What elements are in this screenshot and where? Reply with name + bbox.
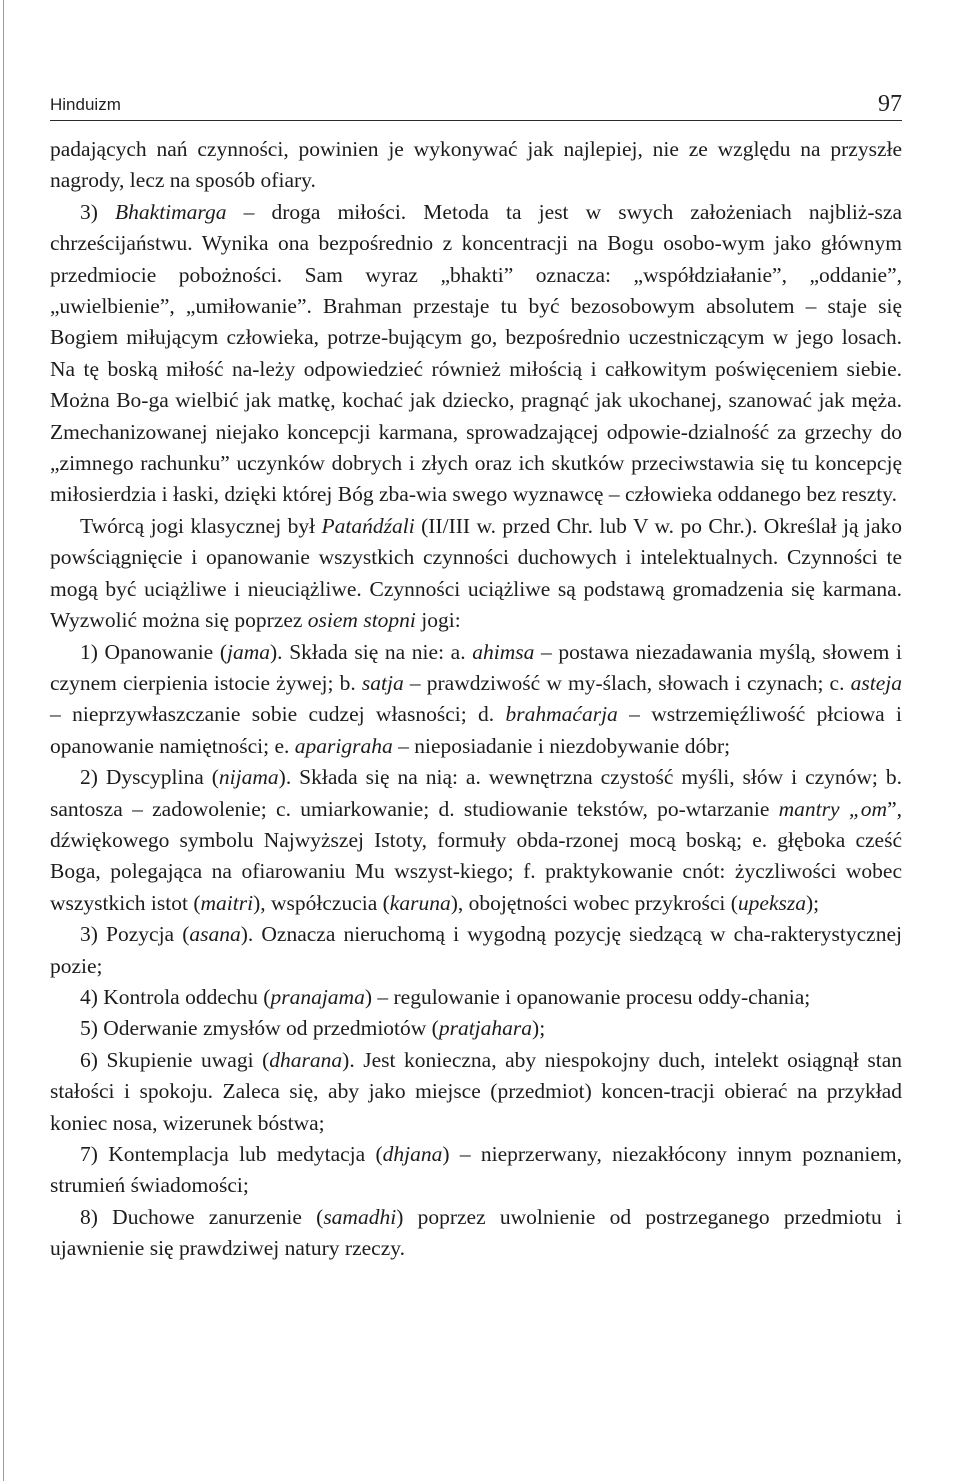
paragraph: [50, 919, 902, 982]
text-run: );: [805, 890, 820, 915]
italic-term: nijama: [218, 765, 279, 790]
paragraph: [50, 1139, 902, 1202]
italic-term: aparigraha: [294, 733, 393, 758]
text-run: 7) Kontemplacja lub medytacja (: [80, 1142, 383, 1166]
italic-term: samadhi: [323, 1204, 397, 1229]
text-run: ) – regulowanie i opanowanie procesu oddy-chania;: [364, 984, 811, 1009]
text-run: 8) Duchowe zanurzenie (: [80, 1204, 324, 1229]
italic-term: Patańdźali: [321, 513, 415, 538]
text-run: jogi:: [415, 608, 461, 633]
text-run: 4) Kontrola oddechu (: [80, 984, 271, 1009]
text-run: 3) Pozycja (: [80, 922, 190, 947]
text-run: 5) Oderwanie zmysłów od przedmiotów (: [80, 1016, 439, 1041]
text-run: – wstrzemięźliwość płciowa i opanowanie namiętności; e.: [50, 702, 902, 758]
paragraph: [50, 511, 902, 637]
paragraph: [50, 1202, 902, 1265]
running-header: [50, 88, 902, 121]
text-run: – droga miłości. Metoda ta jest w swych założeniach najbliż-sza chrześcijaństwu. Wynika ona bezpośrednio z koncentracji na Bogu osobo-wym jako głównym przedmiocie pobożności. Sam wyraz „bhakti” oznacza: „współdziałanie”, „oddanie”, „uwielbienie”, „umiłowanie”. Brahman przestaje tu być bezosobowym absolutem – staje się Bogiem miłującym człowieka, potrze-bującym go, bezpośrednio uczestniczącym w jego losach. Na tę boską miłość na-leży odpowiedzieć również miłością i całkowitym poświęceniem siebie. Można Bo-ga wielbić jak matkę, kochać jak dziecko, pragnąć jak ukochanej, szanować jak męża. Zmechanizowanej niejako koncepcji karmana, sprowadzającej odpowie-dzialność za grzechy do „zimnego rachunku” uczynków dobrych i złych oraz ich skutków przeciwstawia się tu koncepcję miłosierdzia i łaski, dzięki której Bóg zba-wia swego wyznawcę – człowieka oddanego bez reszty.: [50, 199, 902, 507]
text-run: – nieprzywłaszczanie sobie cudzej własności; d.: [50, 702, 506, 727]
text-run: Twórcą jogi klasycznej był: [80, 513, 322, 538]
italic-term: Bhaktimarga: [115, 199, 227, 224]
text-run: ) poprzez uwolnienie od postrzeganego przedmiotu i ujawnienie się prawdziwej natury rzeczy.: [50, 1204, 902, 1261]
text-run: ). Oznacza nieruchomą i wygodną pozycję siedzącą w cha-rakterystycznej pozie;: [50, 922, 902, 978]
text-run: (II/III w. przed Chr. lub V w. po Chr.). Określał ją jako powściągnięcie i opanowanie wszystkich czynności duchowych i intelektualnych. Czynności te mogą być uciążliwe i nieuciążliwe. Czynności uciążliwe są podstawą gromadzenia się karmana. Wyzwolić można się poprzez: [50, 513, 902, 633]
text-run: padających nań czynności, powinien je wykonywać jak najlepiej, nie ze względu na przyszłe nagrody, lecz na sposób ofiary.: [50, 137, 902, 193]
text-run: – nieposiadanie i niezdobywanie dóbr;: [392, 733, 731, 758]
text-run: ). Składa się na nie: a.: [270, 639, 473, 664]
italic-term: satja: [361, 670, 404, 695]
page-number: 97: [878, 91, 902, 117]
italic-term: pranajama: [270, 984, 365, 1009]
running-head-title: Hinduizm: [50, 95, 121, 114]
body-text: [50, 134, 902, 1265]
paragraph: [50, 982, 902, 1013]
text-run: – postawa niezadawania myślą, słowem i czynem cierpienia istocie żywej; b.: [50, 639, 902, 695]
text-run: ), współczucia (: [253, 890, 390, 915]
italic-term: asteja: [850, 670, 902, 695]
text-run: ”, dźwiękowego symbolu Najwyższej Istoty, formuły obda-rzonej mocą boską; e. głęboka cześć Boga, polegająca na ofiarowaniu Mu wszyst-kiego; f. praktykowanie cnót: życzliwości wobec wszystkich istot (: [50, 796, 902, 915]
italic-term: brahmaćarja: [505, 702, 618, 727]
text-run: 3): [80, 199, 116, 224]
italic-term: upeksza: [737, 890, 806, 915]
text-run: ). Składa się na nią: a. wewnętrzna czystość myśli, słów i czynów; b. santosza – zadowolenie; c. umiarkowanie; d. studiowanie tekstów, po-wtarzanie: [50, 765, 902, 821]
italic-term: mantry „om: [778, 796, 888, 821]
page-edge-line: [3, 0, 4, 1481]
italic-term: dharana: [269, 1047, 343, 1072]
text-run: ) – nieprzerwany, niezakłócony innym poznaniem, strumień świadomości;: [50, 1142, 902, 1198]
paragraph: [50, 762, 902, 919]
italic-term: dhjana: [382, 1142, 443, 1166]
italic-term: karuna: [389, 890, 451, 915]
italic-term: ahimsa: [472, 639, 535, 664]
italic-term: asana: [189, 922, 241, 947]
italic-term: jama: [227, 639, 271, 664]
paragraph: [50, 197, 902, 511]
paragraph: [50, 1045, 902, 1139]
text-run: ), obojętności wobec przykrości (: [450, 890, 738, 915]
text-run: – prawdziwość w my-ślach, słowach i czynach; c.: [403, 670, 851, 695]
paragraph: [50, 134, 902, 197]
italic-term: osiem stopni: [307, 608, 416, 633]
text-run: 2) Dyscyplina (: [80, 765, 219, 790]
italic-term: pratjahara: [438, 1016, 533, 1041]
text-run: 6) Skupienie uwagi (: [80, 1047, 270, 1072]
text-run: );: [532, 1016, 546, 1041]
text-run: ). Jest konieczna, aby niespokojny duch, intelekt osiągnął stan stałości i spokoju. Zaleca się, aby jako miejsce (przedmiot) koncen-tracji obierać na przykład koniec nosa, wizerunek bóstwa;: [50, 1047, 902, 1135]
text-run: 1) Opanowanie (: [80, 639, 228, 664]
paragraph: [50, 1013, 902, 1044]
paragraph: [50, 637, 902, 763]
italic-term: maitri: [200, 890, 254, 915]
